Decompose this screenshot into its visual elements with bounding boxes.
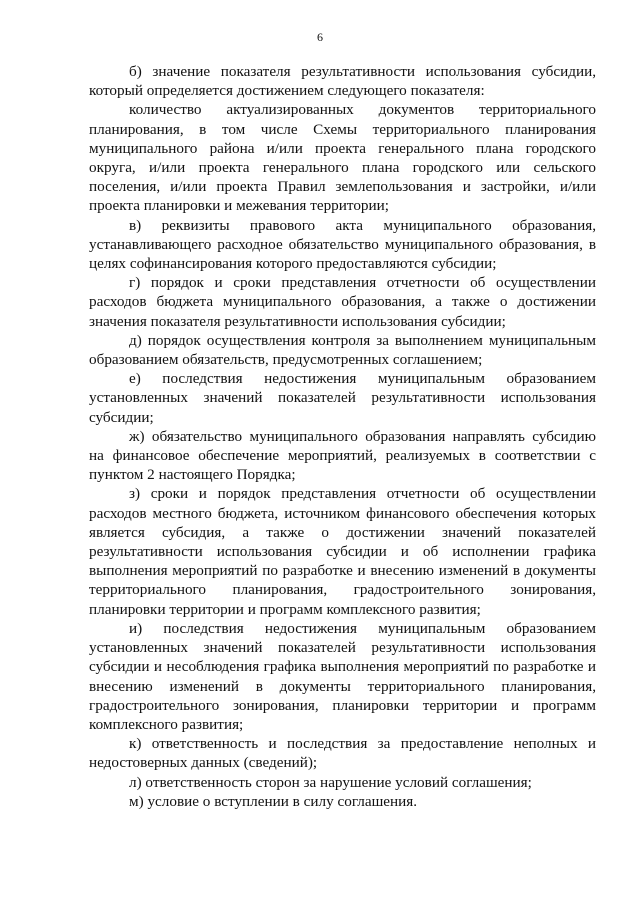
document-body [89,62,596,811]
paragraph-v: в) реквизиты правового акта муниципального образования, устанавливающего расходное обязательство муниципального образования, в целях софинансирования которого предоставляются субсидии; [89,216,596,273]
paragraph-zh: ж) обязательство муниципального образования направлять субсидию на финансовое обеспечение мероприятий, реализуемых в соответствии с пунктом 2 настоящего Порядка; [89,427,596,484]
paragraph-g: г) порядок и сроки представления отчетности об осуществлении расходов бюджета муниципального образования, а также о достижении значения показателя результативности использования субсидии; [89,274,596,330]
paragraph-e: е) последствия недостижения муниципальным образованием установленных значений показателей результативности использования субсидии; [89,370,596,426]
paragraph-d: д) порядок осуществления контроля за выполнением муниципальным образованием обязательств, предусмотренных соглашением; [89,331,596,369]
paragraph-indicator-count: количество актуализированных документов территориального планирования, в том числе Схемы территориального планирования муниципального района и/или проекта генерального плана городского округа, и/или проекта генерального плана городского или сельского поселения, и/или проекта Правил землепользования и застройки, и/или проекта планировки и межевания территории; [89,101,596,215]
paragraph-b: б) значение показателя результативности использования субсидии, который определяется достижением следующего показателя: [89,63,596,100]
paragraph-i: и) последствия недостижения муниципальным образованием установленных значений показателей результативности использования субсидии и несоблюдения графика выполнения мероприятий по разработке и внесению изменений в документы территориального планирования, градостроительного зонирования, планировки территории и программ комплексного развития; [89,619,596,733]
paragraph-k: к) ответственность и последствия за предоставление неполных и недостоверных данных (сведений); [89,735,596,772]
paragraph-z: з) сроки и порядок представления отчетности об осуществлении расходов местного бюджета, источником финансового обеспечения которых является субсидия, а также о достижении значений показателей результативности использования субсидии и об исполнении графика выполнения мероприятий по разработке и внесению изменений в документы территориального планирования, градостроительного зонирования, планировки территории и программ комплексного развития; [89,485,596,618]
paragraph-m: м) условие о вступлении в силу соглашения. [129,792,418,810]
page-number: 6 [317,30,323,44]
paragraph-l: л) ответственность сторон за нарушение условий соглашения; [129,773,532,791]
